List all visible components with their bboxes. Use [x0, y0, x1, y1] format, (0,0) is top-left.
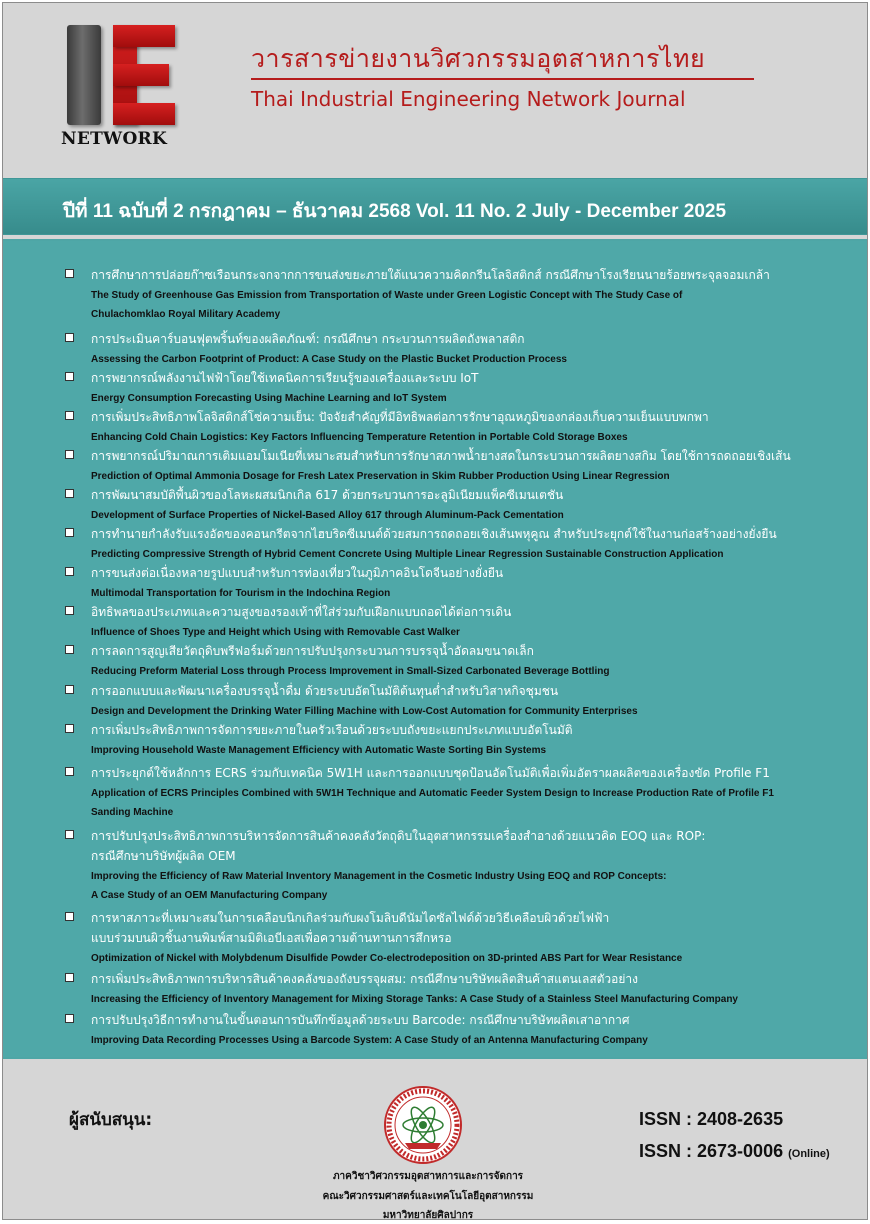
checkbox-bullet-icon — [65, 830, 74, 839]
issn-print: ISSN : 2408-2635 — [639, 1109, 784, 1129]
article-title-thai-cont: กรณีศึกษาบริษัทผู้ผลิต OEM — [91, 849, 236, 863]
checkbox-bullet-icon — [65, 685, 74, 694]
article-title-english: Influence of Shoes Type and Height which Using with Removable Cast Walker — [91, 627, 460, 638]
article-title-english: Chulachomklao Royal Military Academy — [91, 309, 281, 320]
article-title-thai: การออกแบบและพัฒนาเครื่องบรรจุน้ำดื่ม ด้วยระบบอัตโนมัติต้นทุนต่ำสำหรับวิสาหกิจชุมชน — [91, 684, 559, 698]
article-title-thai: การปรับปรุงประสิทธิภาพการบริหารจัดการสินค้าคงคลังวัตถุดิบในอุตสาหกรรมเครื่องสำอางด้วยแนวคิด EOQ และ ROP: — [91, 829, 706, 843]
article-title-thai: การศึกษาการปล่อยก๊าซเรือนกระจกจากการขนส่งขยะภายใต้แนวความคิดกรีนโลจิสติกส์ กรณีศึกษาโรงเรียนนายร้อยพระจุลจอมเกล้า — [91, 268, 770, 282]
issn-online-number: ISSN : 2673-0006 — [639, 1141, 784, 1161]
checkbox-bullet-icon — [65, 767, 74, 776]
article-title-english: Assessing the Carbon Footprint of Product: A Case Study on the Plastic Bucket Production Process — [91, 354, 567, 365]
dept-line-1: ภาควิชาวิศวกรรมอุตสาหการและการจัดการ — [332, 1171, 524, 1182]
article-title-thai: การเพิ่มประสิทธิภาพการจัดการขยะภายในครัวเรือนด้วยระบบถังขยะแยกประเภทแบบอัตโนมัติ — [91, 723, 573, 737]
cover-header — [3, 3, 867, 178]
logo-letter-e — [113, 25, 177, 125]
checkbox-bullet-icon — [65, 606, 74, 615]
article-title-thai: การเพิ่มประสิทธิภาพโลจิสติกส์โซ่ความเย็น: ปัจจัยสำคัญที่มีอิทธิพลต่อการรักษาอุณหภูมิของกล่องเก็บความเย็นแบบพกพา — [91, 410, 709, 424]
article-title-thai: การหาสภาวะที่เหมาะสมในการเคลือบนิกเกิลร่วมกับผงโมลิบดีนัมไดซัลไฟด์ด้วยวิธีเคลือบผิวด้วยไฟฟ้า — [91, 911, 610, 925]
article-title-english: Enhancing Cold Chain Logistics: Key Factors Influencing Temperature Retention in Portable Cold Storage Boxes — [91, 432, 628, 443]
article-title-english: The Study of Greenhouse Gas Emission from Transportation of Waste under Green Logistic Concept with The Study Case of — [91, 290, 683, 301]
article-title-thai: การพัฒนาสมบัติพื้นผิวของโลหะผสมนิกเกิล 617 ด้วยกระบวนการอะลูมิเนียมแพ็คซีเมนเตชัน — [91, 488, 564, 502]
checkbox-bullet-icon — [65, 269, 74, 278]
article-title-thai-cont: แบบร่วมบนผิวชิ้นงานพิมพ์สามมิติเอบีเอสเพื่อความต้านทานการสึกหรอ — [91, 931, 452, 945]
dept-line-3: มหาวิทยาลัยศิลปากร — [382, 1210, 474, 1220]
checkbox-bullet-icon — [65, 528, 74, 537]
article-title-english: Reducing Preform Material Loss through Process Improvement in Small-Sized Carbonated Beverage Bottling — [91, 666, 610, 677]
logo-network-text: NETWORK — [61, 129, 168, 149]
checkbox-bullet-icon — [65, 567, 74, 576]
checkbox-bullet-icon — [65, 411, 74, 420]
sponsor-label: ผู้สนับสนุน: — [69, 1110, 153, 1130]
checkbox-bullet-icon — [65, 645, 74, 654]
article-title-english: Improving Data Recording Processes Using a Barcode System: A Case Study of an Antenna Manufacturing Company — [91, 1035, 648, 1046]
checkbox-bullet-icon — [65, 1014, 74, 1023]
journal-title-english: Thai Industrial Engineering Network Journal — [251, 87, 686, 111]
article-title-english: Design and Development the Drinking Water Filling Machine with Low-Cost Automation for Community Enterprises — [91, 706, 638, 717]
article-title-english: Prediction of Optimal Ammonia Dosage for Fresh Latex Preservation in Skim Rubber Production Using Linear Regression — [91, 471, 670, 482]
article-title-thai: การพยากรณ์ปริมาณการเติมแอมโมเนียที่เหมาะสมสำหรับการรักษาสภาพน้ำยางสดในกระบวนการผลิตยางสกิม โดยใช้การถดถอยเชิงเส้น — [91, 449, 791, 463]
article-title-thai: การปรับปรุงวิธีการทำงานในขั้นตอนการบันทึกข้อมูลด้วยระบบ Barcode: กรณีศึกษาบริษัทผลิตเสาอากาศ — [91, 1013, 630, 1027]
checkbox-bullet-icon — [65, 973, 74, 982]
university-seal-icon — [383, 1085, 463, 1165]
checkbox-bullet-icon — [65, 450, 74, 459]
title-divider — [251, 78, 754, 80]
checkbox-bullet-icon — [65, 912, 74, 921]
journal-title-thai: วารสารข่ายงานวิศวกรรมอุตสาหการไทย — [251, 44, 706, 73]
dept-line-2: คณะวิศวกรรมศาสตร์และเทคโนโลยีอุตสาหกรรม — [322, 1191, 534, 1202]
journal-cover — [2, 2, 868, 1220]
article-title-english: Energy Consumption Forecasting Using Machine Learning and IoT System — [91, 393, 447, 404]
article-title-english: Multimodal Transportation for Tourism in the Indochina Region — [91, 588, 391, 599]
article-title-thai: การประยุกต์ใช้หลักการ ECRS ร่วมกับเทคนิค 5W1H และการออกแบบชุดป้อนอัตโนมัติเพื่อเพิ่มอัตราผลผลิตของเครื่องขัด Profile F1 — [91, 766, 770, 780]
checkbox-bullet-icon — [65, 724, 74, 733]
article-title-english: Predicting Compressive Strength of Hybrid Cement Concrete Using Multiple Linear Regression Sustainable Construction Application — [91, 549, 724, 560]
article-title-english: Improving the Efficiency of Raw Material Inventory Management in the Cosmetic Industry Using EOQ and ROP Concepts: — [91, 871, 667, 882]
article-title-thai: การประเมินคาร์บอนฟุตพริ้นท์ของผลิตภัณฑ์: กรณีศึกษา กระบวนการผลิตถังพลาสติก — [91, 332, 525, 346]
article-title-thai: การลดการสูญเสียวัตถุดิบพรีฟอร์มด้วยการปรับปรุงกระบวนการบรรจุน้ำอัดลมขนาดเล็ก — [91, 644, 534, 658]
article-title-thai: อิทธิพลของประเภทและความสูงของรองเท้าที่ใส่ร่วมกับเฝือกแบบถอดได้ต่อการเดิน — [91, 605, 512, 619]
issn-online — [639, 1141, 830, 1162]
checkbox-bullet-icon — [65, 372, 74, 381]
issue-info: ปีที่ 11 ฉบับที่ 2 กรกฎาคม – ธันวาคม 2568 Vol. 11 No. 2 July - December 2025 — [63, 201, 727, 222]
article-title-english: Application of ECRS Principles Combined with 5W1H Technique and Automatic Feeder System Design to Increase Production Rate of Profile F1 — [91, 788, 774, 799]
article-title-thai: การเพิ่มประสิทธิภาพการบริหารสินค้าคงคลังของถังบรรจุผสม: กรณีศึกษาบริษัทผลิตสินค้าสแตนเลสตัวอย่าง — [91, 972, 639, 986]
article-title-english: Increasing the Efficiency of Inventory Management for Mixing Storage Tanks: A Case Study of a Stainless Steel Manufacturing Company — [91, 994, 738, 1005]
article-title-english: A Case Study of an OEM Manufacturing Company — [91, 890, 328, 901]
article-title-english: Optimization of Nickel with Molybdenum Disulfide Powder Co-electrodeposition on 3D-printed ABS Part for Wear Resistance — [91, 953, 683, 964]
checkbox-bullet-icon — [65, 489, 74, 498]
article-title-thai: การทำนายกำลังรับแรงอัดของคอนกรีตจากไฮบริดซีเมนต์ด้วยสมการถดถอยเชิงเส้นพหุคูณ สำหรับประยุกต์ใช้ในงานก่อสร้างอย่างยั่งยืน — [91, 527, 777, 541]
article-title-thai: การขนส่งต่อเนื่องหลายรูปแบบสำหรับการท่องเที่ยวในภูมิภาคอินโดจีนอย่างยั่งยืน — [91, 566, 504, 580]
ie-network-logo — [61, 25, 191, 160]
logo-letter-i — [67, 25, 101, 125]
article-title-english: Development of Surface Properties of Nickel-Based Alloy 617 through Aluminum-Pack Cementation — [91, 510, 564, 521]
issn-online-suffix: (Online) — [788, 1148, 830, 1160]
checkbox-bullet-icon — [65, 333, 74, 342]
article-title-english: Sanding Machine — [91, 807, 174, 818]
article-title-thai: การพยากรณ์พลังงานไฟฟ้าโดยใช้เทคนิคการเรียนรู้ของเครื่องและระบบ IoT — [91, 371, 479, 385]
article-title-english: Improving Household Waste Management Efficiency with Automatic Waste Sorting Bin Systems — [91, 745, 547, 756]
